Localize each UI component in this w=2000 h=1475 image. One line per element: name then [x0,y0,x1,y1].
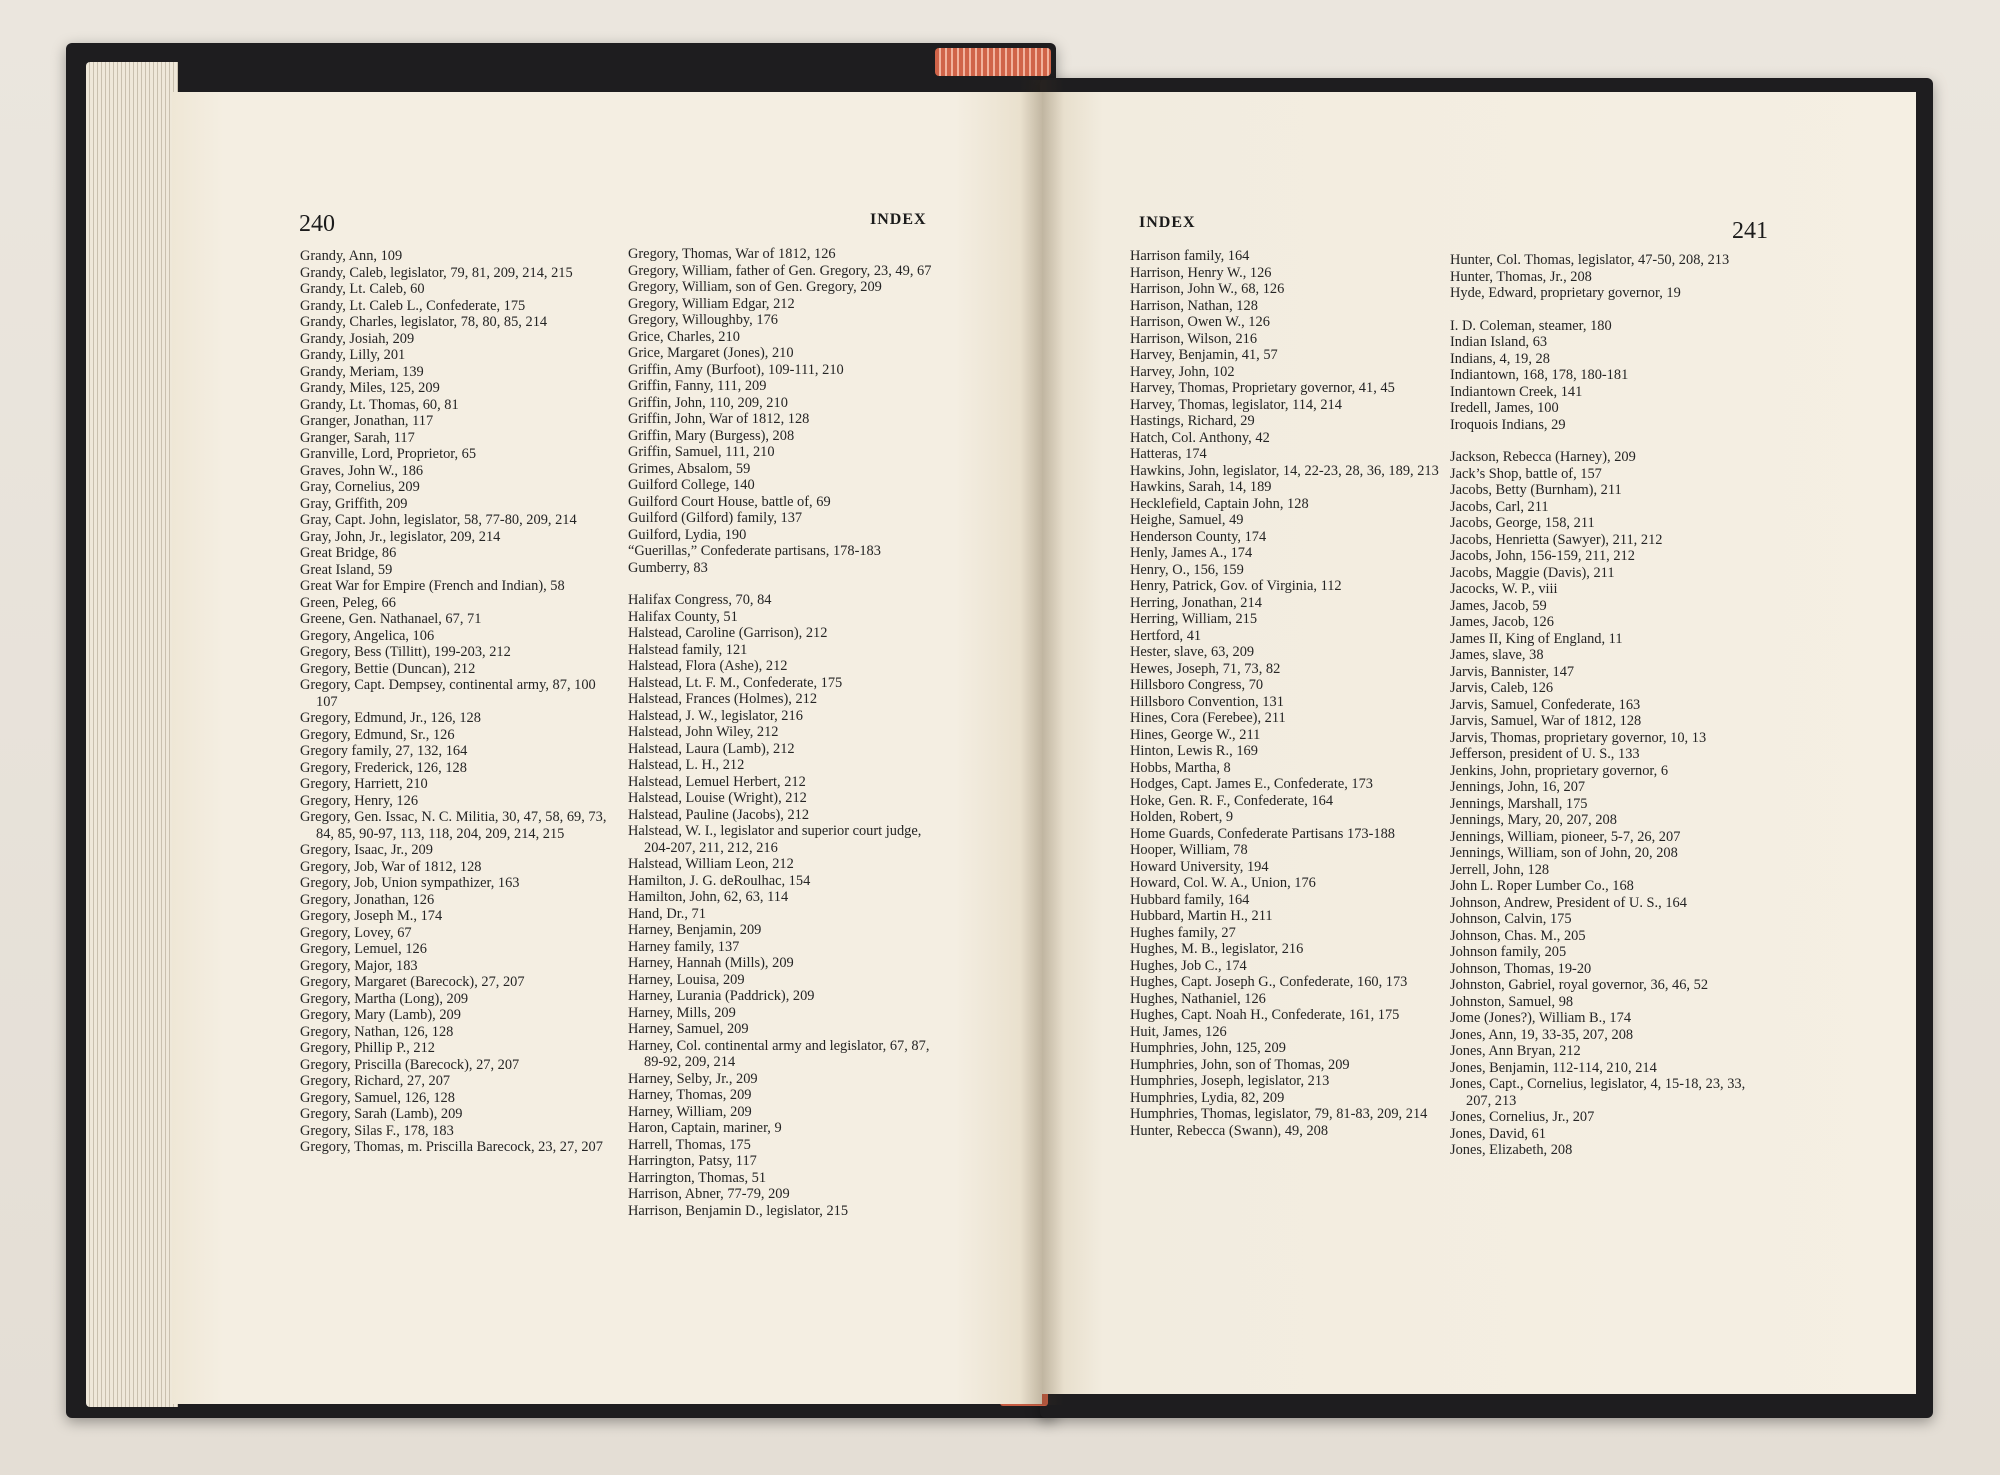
index-entry: Gregory, Samuel, 126, 128 [300,1089,455,1106]
index-entry: Harrington, Thomas, 51 [628,1169,767,1186]
index-entry: Harrison, Abner, 77-79, 209 [628,1186,790,1202]
index-entry: Halstead, Louise (Wright), 212 [628,790,807,806]
index-entry: Hooper, William, 78 [1130,842,1248,858]
index-entry: Haron, Captain, mariner, 9 [628,1120,782,1136]
index-entry: Gregory, Gen. Issac, N. C. Militia, 30, 47, 58, 69, 73, 84, 85, 90-97, 113, 118, 204, 209, 214, 215 [300,809,607,842]
index-entry: James, Jacob, 126 [1450,614,1554,630]
index-entry: Gregory, Bess (Tillitt), 199-203, 212 [300,644,511,660]
index-entry: Graves, John W., 186 [300,462,424,479]
index-column-right-1 [1130,248,1446,1139]
index-entry: Gregory, Thomas, War of 1812, 126 [628,246,836,262]
index-entry: Johnston, Samuel, 98 [1450,993,1574,1010]
index-entry: Johnson, Chas. M., 205 [1450,927,1586,944]
index-entry: Griffin, Fanny, 111, 209 [628,378,767,394]
index-entry: Hoke, Gen. R. F., Confederate, 164 [1130,792,1334,809]
index-entry: Grandy, Lt. Caleb, 60 [300,281,425,297]
index-entry: Jennings, Mary, 20, 207, 208 [1450,812,1617,828]
index-entry: Halstead, Flora (Ashe), 212 [628,658,788,674]
index-entry: Jarvis, Samuel, Confederate, 163 [1450,696,1641,713]
index-entry: Granville, Lord, Proprietor, 65 [300,446,477,462]
index-entry: Granger, Jonathan, 117 [300,413,434,429]
index-entry: Howard, Col. W. A., Union, 176 [1130,875,1316,891]
index-entry: Jerrell, John, 128 [1450,861,1550,878]
index-entry: Hughes, Capt. Joseph G., Confederate, 160, 173 [1130,974,1408,990]
index-entry: Gregory, Willoughby, 176 [628,312,778,328]
index-entry: Jack’s Shop, battle of, 157 [1450,465,1602,482]
index-entry: Griffin, John, 110, 209, 210 [628,394,788,411]
index-entry: Harrison, Benjamin D., legislator, 215 [628,1202,849,1219]
index-entry: Halstead, Frances (Holmes), 212 [628,691,818,707]
index-entry: Howard University, 194 [1130,858,1269,875]
index-entry: Jacocks, W. P., viii [1450,581,1558,597]
index-entry: Jones, Cornelius, Jr., 207 [1450,1109,1595,1125]
index-entry: Guilford, Lydia, 190 [628,526,747,543]
index-entry: Harney, Col. continental army and legislator, 67, 87, 89-92, 209, 214 [628,1037,930,1070]
index-entry: Gumberry, 83 [628,559,708,576]
index-entry: Gregory family, 27, 132, 164 [300,743,468,759]
index-entry: Halstead, Caroline (Garrison), 212 [628,625,828,641]
section-gap [1450,302,1766,318]
index-entry: Johnson family, 205 [1450,944,1567,960]
index-entry: Gray, John, Jr., legislator, 209, 214 [300,528,501,545]
index-entry: Jackson, Rebecca (Harney), 209 [1450,449,1636,465]
index-entry: Harrell, Thomas, 175 [628,1136,751,1153]
index-entry: Grandy, Josiah, 209 [300,330,415,347]
index-entry: Hewes, Joseph, 71, 73, 82 [1130,660,1281,677]
index-entry: Gregory, Phillip P., 212 [300,1040,435,1056]
index-entry: Griffin, Amy (Burfoot), 109-111, 210 [628,361,844,378]
book-gutter [1020,80,1064,1405]
index-entry: Halifax Congress, 70, 84 [628,592,772,608]
index-entry: Jennings, Marshall, 175 [1450,795,1588,812]
index-entry: Gregory, Bettie (Duncan), 212 [300,660,476,677]
index-entry: Griffin, John, War of 1812, 128 [628,411,810,427]
index-entry: Harvey, Benjamin, 41, 57 [1130,347,1278,363]
index-entry: Gregory, William Edgar, 212 [628,295,795,312]
index-entry: Granger, Sarah, 117 [300,429,415,446]
index-entry: Jennings, William, son of John, 20, 208 [1450,845,1678,861]
index-entry: Hand, Dr., 71 [628,905,706,922]
index-entry: Halstead, Pauline (Jacobs), 212 [628,806,810,823]
index-entry: John L. Roper Lumber Co., 168 [1450,878,1634,894]
index-entry: Grandy, Lt. Thomas, 60, 81 [300,396,459,413]
index-entry: Hughes, Capt. Noah H., Confederate, 161, 175 [1130,1007,1400,1023]
index-entry: Henly, James A., 174 [1130,545,1253,561]
index-entry: Humphries, Joseph, legislator, 213 [1130,1073,1330,1089]
index-entry: Gregory, William, son of Gen. Gregory, 209 [628,279,882,295]
index-entry: Guilford (Gilford) family, 137 [628,510,803,526]
index-entry: Harrison, Wilson, 216 [1130,330,1258,347]
index-entry: Gregory, Job, Union sympathizer, 163 [300,875,520,891]
index-entry: Gregory, William, father of Gen. Gregory, 23, 49, 67 [628,262,932,279]
index-entry: Great Island, 59 [300,561,393,578]
running-head: INDEX [1139,214,1196,231]
index-entry: James, slave, 38 [1450,647,1544,663]
index-entry: James, Jacob, 59 [1450,597,1547,614]
index-entry: Johnson, Calvin, 175 [1450,911,1572,927]
index-entry: Johnson, Andrew, President of U. S., 164 [1450,894,1687,911]
index-entry: Hines, George W., 211 [1130,726,1261,743]
page-number: 241 [1732,218,1768,244]
index-entry: Gregory, Margaret (Barecock), 27, 207 [300,974,525,990]
index-entry: Hillsboro Congress, 70 [1130,677,1264,693]
index-entry: Grandy, Charles, legislator, 78, 80, 85, 214 [300,314,548,330]
index-entry: Jacobs, Maggie (Davis), 211 [1450,564,1615,581]
index-entry: Hobbs, Martha, 8 [1130,759,1231,776]
index-entry: Jennings, William, pioneer, 5-7, 26, 207 [1450,828,1681,845]
index-entry: Guilford Court House, battle of, 69 [628,493,831,510]
index-entry: Humphries, John, son of Thomas, 209 [1130,1056,1350,1073]
index-entry: Huit, James, 126 [1130,1023,1227,1040]
index-entry: Gregory, Henry, 126 [300,792,419,809]
index-entry: Halstead, John Wiley, 212 [628,724,779,740]
index-entry: Grandy, Lt. Caleb L., Confederate, 175 [300,297,526,314]
index-entry: Harvey, Thomas, Proprietary governor, 41, 45 [1130,380,1395,396]
index-entry: Grice, Margaret (Jones), 210 [628,345,794,361]
index-entry: Hunter, Rebecca (Swann), 49, 208 [1130,1122,1329,1139]
index-entry: Grandy, Meriam, 139 [300,363,424,380]
index-column-left-2 [628,246,944,1219]
index-entry: Halstead, J. W., legislator, 216 [628,707,803,724]
index-entry: Henry, O., 156, 159 [1130,561,1244,578]
index-entry: Herring, William, 215 [1130,611,1258,627]
index-entry: Gregory, Priscilla (Barecock), 27, 207 [300,1056,520,1073]
left-page [172,92,1042,1404]
page-edges [86,62,178,1407]
index-entry: “Guerillas,” Confederate partisans, 178-183 [628,543,881,559]
section-gap [1450,433,1766,449]
index-entry: Gregory, Thomas, m. Priscilla Barecock, 23, 27, 207 [300,1139,603,1155]
index-entry: Griffin, Samuel, 111, 210 [628,444,775,460]
index-entry: Harney, Thomas, 209 [628,1087,752,1103]
index-entry: Gregory, Edmund, Sr., 126 [300,726,455,743]
index-entry: Hinton, Lewis R., 169 [1130,743,1258,759]
index-entry: Grice, Charles, 210 [628,328,740,345]
index-entry: Jones, Benjamin, 112-114, 210, 214 [1450,1059,1657,1076]
index-entry: Iroquois Indians, 29 [1450,416,1566,433]
index-entry: Hughes, Nathaniel, 126 [1130,990,1266,1007]
index-entry: Harney, Louisa, 209 [628,971,745,988]
index-entry: Hines, Cora (Ferebee), 211 [1130,710,1286,726]
index-entry: Gregory, Nathan, 126, 128 [300,1023,454,1040]
index-entry: Halstead family, 121 [628,641,748,658]
index-entry: Humphries, Lydia, 82, 209 [1130,1089,1285,1106]
index-entry: Harrison, John W., 68, 126 [1130,281,1285,297]
index-entry: Guilford College, 140 [628,477,755,493]
index-entry: Hawkins, John, legislator, 14, 22-23, 28, 36, 189, 213 [1130,462,1439,479]
index-entry: Home Guards, Confederate Partisans 173-188 [1130,825,1395,842]
index-entry: Jarvis, Bannister, 147 [1450,663,1575,680]
right-page [1042,92,1916,1394]
index-entry: Gregory, Isaac, Jr., 209 [300,842,433,858]
index-entry: Jacobs, Henrietta (Sawyer), 211, 212 [1450,531,1663,548]
index-entry: Halstead, Lt. F. M., Confederate, 175 [628,674,843,691]
index-entry: Humphries, Thomas, legislator, 79, 81-83, 209, 214 [1130,1106,1428,1122]
index-entry: Halstead, L. H., 212 [628,757,745,773]
index-entry: Hatch, Col. Anthony, 42 [1130,429,1270,446]
section-gap [628,576,944,592]
index-entry: Great Bridge, 86 [300,545,397,561]
index-entry: Hunter, Thomas, Jr., 208 [1450,268,1592,285]
index-entry: Gregory, Capt. Dempsey, continental army, 87, 100 107 [300,677,596,710]
index-entry: Gregory, Martha (Long), 209 [300,990,469,1007]
index-entry: Hester, slave, 63, 209 [1130,644,1255,660]
index-entry: Jones, Capt., Cornelius, legislator, 4, 15-18, 23, 33, 207, 213 [1450,1076,1746,1109]
index-entry: Gregory, Sarah (Lamb), 209 [300,1106,463,1122]
index-entry: Gregory, Harriett, 210 [300,776,428,792]
index-entry: Gregory, Edmund, Jr., 126, 128 [300,710,481,726]
index-entry: Jarvis, Caleb, 126 [1450,680,1554,696]
index-entry: Grandy, Lilly, 201 [300,347,406,363]
index-entry: Harrison family, 164 [1130,248,1250,264]
index-entry: Gray, Griffith, 209 [300,495,408,512]
index-entry: Humphries, John, 125, 209 [1130,1040,1286,1056]
index-entry: Hughes, Job C., 174 [1130,957,1247,974]
index-entry: Gregory, Richard, 27, 207 [300,1073,451,1089]
index-entry: Harney, Lurania (Paddrick), 209 [628,988,815,1004]
index-entry: Jacobs, Betty (Burnham), 211 [1450,482,1622,498]
index-entry: Griffin, Mary (Burgess), 208 [628,427,795,444]
index-entry: Hillsboro Convention, 131 [1130,693,1284,710]
index-entry: Gregory, Silas F., 178, 183 [300,1122,454,1139]
index-entry: Indians, 4, 19, 28 [1450,350,1550,367]
index-entry: Hubbard family, 164 [1130,891,1250,908]
index-entry: Indian Island, 63 [1450,334,1548,350]
index-entry: Greene, Gen. Nathanael, 67, 71 [300,611,482,627]
index-entry: Jacobs, John, 156-159, 211, 212 [1450,548,1635,564]
index-entry: Gregory, Frederick, 126, 128 [300,759,467,776]
index-entry: Hyde, Edward, proprietary governor, 19 [1450,285,1681,301]
index-entry: Harney, Mills, 209 [628,1004,736,1021]
running-head: INDEX [870,211,927,228]
index-entry: Jacobs, Carl, 211 [1450,498,1549,515]
index-entry: Henry, Patrick, Gov. of Virginia, 112 [1130,578,1342,594]
index-entry: Herring, Jonathan, 214 [1130,594,1262,611]
page-number: 240 [299,211,335,237]
index-entry: Jones, Ann, 19, 33-35, 207, 208 [1450,1026,1634,1043]
index-entry: Jones, Elizabeth, 208 [1450,1142,1573,1158]
index-entry: Halifax County, 51 [628,608,738,625]
index-entry: Indiantown Creek, 141 [1450,383,1583,400]
index-entry: Gregory, Jonathan, 126 [300,891,435,908]
index-entry: Harrington, Patsy, 117 [628,1153,757,1169]
index-entry: Hunter, Col. Thomas, legislator, 47-50, 208, 213 [1450,252,1730,268]
index-entry: Hubbard, Martin H., 211 [1130,908,1273,924]
index-entry: Gregory, Mary (Lamb), 209 [300,1007,461,1023]
index-entry: Johnson, Thomas, 19-20 [1450,960,1592,977]
index-entry: Harvey, John, 102 [1130,363,1235,380]
index-entry: Hamilton, J. G. deRoulhac, 154 [628,872,811,889]
index-entry: Harney family, 137 [628,938,740,955]
index-entry: Gregory, Lovey, 67 [300,924,412,941]
index-entry: Harney, Hannah (Mills), 209 [628,955,794,971]
index-column-left-1 [300,248,616,1156]
index-entry: Halstead, W. I., legislator and superior court judge, 204-207, 211, 212, 216 [628,823,922,856]
index-entry: Johnston, Gabriel, royal governor, 36, 46, 52 [1450,977,1709,993]
index-entry: Harney, Benjamin, 209 [628,922,762,938]
index-entry: Green, Peleg, 66 [300,594,396,611]
index-entry: Jones, David, 61 [1450,1125,1546,1142]
index-entry: Gray, Capt. John, legislator, 58, 77-80, 209, 214 [300,512,577,528]
headband [935,48,1051,76]
index-entry: Hastings, Richard, 29 [1130,413,1255,429]
index-entry: Harney, Selby, Jr., 209 [628,1070,758,1087]
index-entry: Jenkins, John, proprietary governor, 6 [1450,762,1669,779]
index-entry: Jarvis, Samuel, War of 1812, 128 [1450,713,1642,729]
index-entry: Gray, Cornelius, 209 [300,479,420,495]
index-entry: Jarvis, Thomas, proprietary governor, 10, 13 [1450,729,1707,746]
index-entry: Harvey, Thomas, legislator, 114, 214 [1130,396,1342,413]
index-entry: Grandy, Ann, 109 [300,248,403,264]
index-entry: Halstead, Lemuel Herbert, 212 [628,773,806,790]
index-entry: Hawkins, Sarah, 14, 189 [1130,479,1272,495]
index-entry: Hughes, M. B., legislator, 216 [1130,941,1304,957]
index-entry: Jome (Jones?), William B., 174 [1450,1010,1632,1026]
index-entry: I. D. Coleman, steamer, 180 [1450,317,1612,334]
index-entry: Hertford, 41 [1130,627,1202,644]
index-entry: Halstead, Laura (Lamb), 212 [628,740,795,757]
index-entry: Great War for Empire (French and Indian), 58 [300,578,565,594]
index-entry: Heighe, Samuel, 49 [1130,512,1244,528]
index-entry: Gregory, Job, War of 1812, 128 [300,858,482,875]
index-entry: Jacobs, George, 158, 211 [1450,515,1595,531]
index-entry: Hamilton, John, 62, 63, 114 [628,889,789,905]
index-entry: Gregory, Major, 183 [300,957,418,974]
index-entry: Gregory, Joseph M., 174 [300,908,443,924]
index-entry: Hecklefield, Captain John, 128 [1130,495,1309,512]
index-entry: Holden, Robert, 9 [1130,809,1234,825]
index-entry: Jennings, John, 16, 207 [1450,779,1586,795]
index-entry: Jefferson, president of U. S., 133 [1450,746,1640,762]
index-entry: Hughes family, 27 [1130,924,1236,941]
index-entry: Iredell, James, 100 [1450,400,1559,416]
index-entry: Henderson County, 174 [1130,528,1267,545]
index-entry: Grandy, Miles, 125, 209 [300,380,440,396]
index-entry: Harrison, Henry W., 126 [1130,264,1272,281]
index-entry: Jones, Ann Bryan, 212 [1450,1043,1581,1059]
index-entry: Gregory, Lemuel, 126 [300,941,427,957]
index-entry: Harrison, Owen W., 126 [1130,314,1270,330]
index-entry: James II, King of England, 11 [1450,630,1623,647]
index-entry: Hodges, Capt. James E., Confederate, 173 [1130,776,1373,792]
index-entry: Harney, Samuel, 209 [628,1021,749,1037]
index-entry: Grandy, Caleb, legislator, 79, 81, 209, 214, 215 [300,264,573,281]
index-entry: Indiantown, 168, 178, 180-181 [1450,367,1629,383]
index-entry: Gregory, Angelica, 106 [300,627,435,644]
index-entry: Harney, William, 209 [628,1103,752,1120]
index-entry: Hatteras, 174 [1130,446,1207,462]
index-entry: Grimes, Absalom, 59 [628,460,751,477]
index-entry: Halstead, William Leon, 212 [628,856,794,872]
index-entry: Harrison, Nathan, 128 [1130,297,1258,314]
index-column-right-2 [1450,252,1766,1159]
